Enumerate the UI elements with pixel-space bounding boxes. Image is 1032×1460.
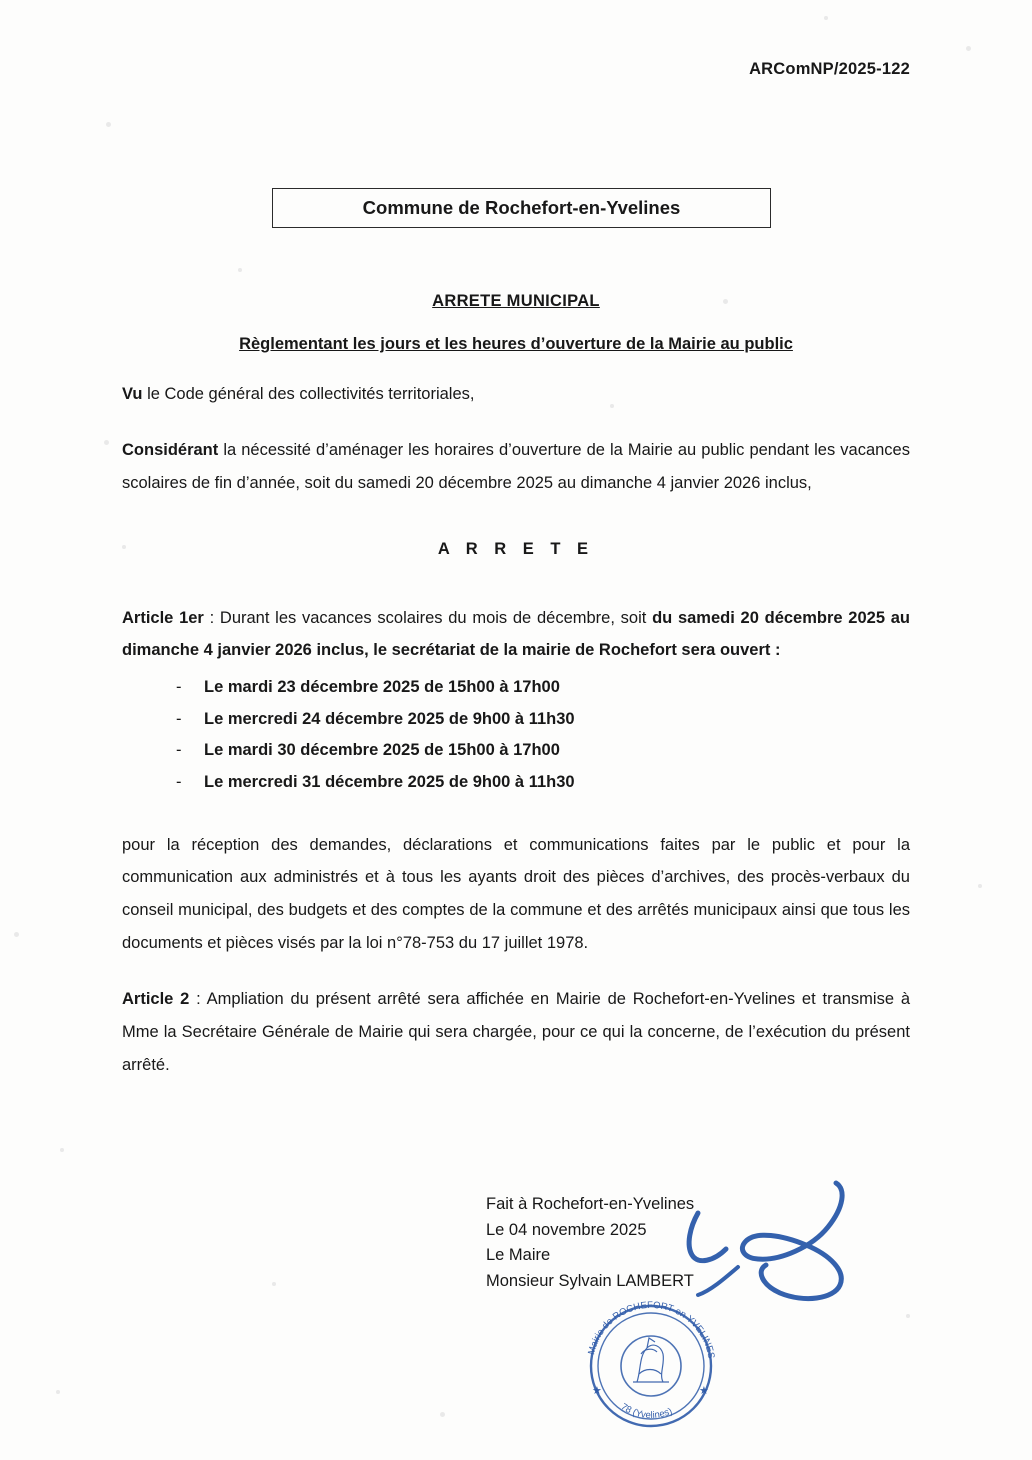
scan-speck bbox=[60, 1148, 64, 1152]
paragraph-purpose: pour la réception des demandes, déclarations et communications faites par le public et pour la communication aux administrés et à tous les ayants droit des pièces d’archives, des procès-verbaux du conseil municipal, des budgets et des comptes de la commune et des arrêtés municipaux ainsi que tous les documents et pièces visés par la loi n°78-753 du 17 juillet 1978. bbox=[122, 835, 910, 952]
list-item: - Le mercredi 31 décembre 2025 de 9h00 à 11h30 bbox=[160, 767, 910, 799]
article-1-intro: : Durant les vacances scolaires du mois de décembre, soit bbox=[203, 608, 653, 627]
scan-speck bbox=[906, 1314, 910, 1318]
svg-text:★: ★ bbox=[592, 1385, 602, 1397]
scan-speck bbox=[978, 884, 982, 888]
vu-text: le Code général des collectivités territoriales, bbox=[142, 385, 475, 403]
svg-text:★: ★ bbox=[699, 1385, 709, 1397]
list-item: - Le mardi 30 décembre 2025 de 15h00 à 17h00 bbox=[160, 735, 910, 767]
list-item: - Le mardi 23 décembre 2025 de 15h00 à 17h00 bbox=[160, 672, 910, 704]
article-2-text: : Ampliation du présent arrêté sera affichée en Mairie de Rochefort-en-Yvelines et transmise à Mme la Secrétaire Générale de Mairie qui sera chargée, pour ce qui la concerne, de l’exécution du présent arrêté. bbox=[122, 990, 911, 1074]
paragraph-vu bbox=[122, 378, 910, 410]
scan-speck bbox=[106, 122, 111, 127]
document-reference: ARComNP/2025-122 bbox=[749, 60, 910, 78]
scan-speck bbox=[440, 1412, 445, 1417]
document-title: ARRETE MUNICIPAL bbox=[432, 292, 600, 310]
paragraph-considerant bbox=[122, 434, 910, 499]
paragraph-article-1 bbox=[122, 602, 910, 666]
signature-place: Fait à Rochefort-en-Yvelines bbox=[486, 1195, 695, 1213]
commune-title: Commune de Rochefort-en-Yvelines bbox=[362, 197, 681, 218]
scan-speck bbox=[238, 268, 242, 272]
document-body bbox=[122, 378, 910, 1105]
scan-speck bbox=[56, 1390, 60, 1394]
arrete-keyword: A R R E T E bbox=[437, 540, 595, 559]
scan-speck bbox=[272, 1282, 276, 1286]
commune-title-box bbox=[272, 188, 771, 228]
municipal-stamp bbox=[575, 1290, 727, 1442]
vu-label: Vu bbox=[122, 385, 143, 403]
article-1-bold: du samedi 20 décembre 2025 au dimanche 4 janvier 2026 inclus, le secrétariat de la mairie de Rochefort sera ouvert : bbox=[122, 608, 910, 659]
scan-speck bbox=[824, 16, 828, 20]
considerant-text: la nécessité d’aménager les horaires d’ouverture de la Mairie au public pendant les vacances scolaires de fin d’année, soit du samedi 20 décembre 2025 au dimanche 4 janvier 2026 inclus, bbox=[122, 441, 910, 492]
paragraph-article-2 bbox=[122, 983, 910, 1081]
svg-text:78 (Yvelines): 78 (Yvelines) bbox=[618, 1401, 674, 1422]
document-subtitle: Règlementant les jours et les heures d’ouverture de la Mairie au public bbox=[239, 335, 793, 353]
signature-name: Monsieur Sylvain LAMBERT bbox=[486, 1271, 694, 1290]
article-1-label: Article 1er bbox=[122, 608, 204, 627]
opening-hours-list bbox=[122, 672, 910, 799]
scan-speck bbox=[14, 932, 19, 937]
list-item: - Le mercredi 24 décembre 2025 de 9h00 à 11h30 bbox=[160, 704, 910, 736]
svg-text:Mairie de ROCHEFORT en YVELINE: Mairie de ROCHEFORT en YVELINES bbox=[586, 1299, 717, 1360]
title-block bbox=[0, 292, 1032, 354]
scan-speck bbox=[966, 46, 971, 51]
signature-role: Le Maire bbox=[486, 1246, 551, 1265]
considerant-label: Considérant bbox=[122, 441, 219, 460]
scan-speck bbox=[104, 440, 109, 445]
article-2-label: Article 2 bbox=[122, 990, 190, 1009]
signature-date: Le 04 novembre 2025 bbox=[486, 1220, 647, 1239]
